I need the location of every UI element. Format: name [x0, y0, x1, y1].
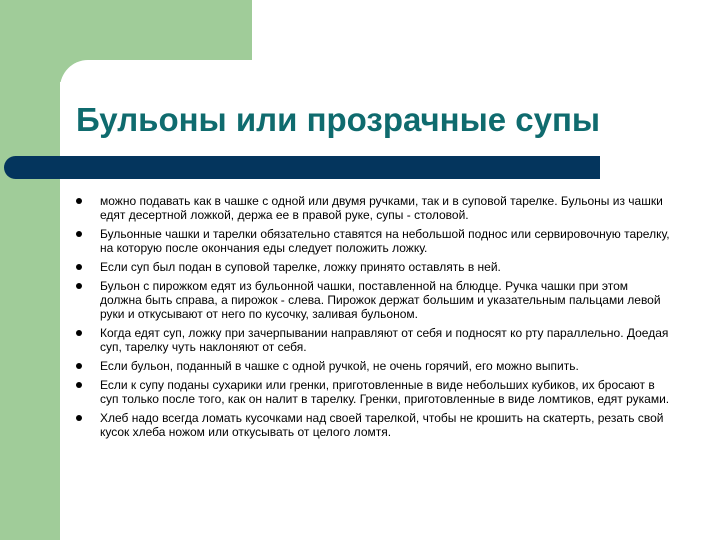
bullet-icon	[72, 260, 100, 270]
slide-title: Бульоны или прозрачные супы	[76, 101, 601, 138]
list-item	[72, 411, 672, 439]
list-item	[72, 194, 672, 222]
bullet-text: Бульон с пирожком едят из бульонной чашки, поставленной на блюдце. Ручка чашки при этом должна быть справа, а пирожок - слева. Пирожок держат большим и указательным пальцами левой руки и откусывают от него по кусочку, заливая бульоном.	[100, 279, 661, 321]
bullet-text: Когда едят суп, ложку при зачерпывании направляют от себя и подносят ко рту параллельно. Доедая суп, тарелку чуть наклоняют от себя.	[100, 326, 669, 354]
list-item	[72, 378, 672, 406]
bullet-text: Хлеб надо всегда ломать кусочками над своей тарелкой, чтобы не крошить на скатерть, резать свой кусок хлеба ножом или откусывать от целого ломтя.	[100, 411, 664, 439]
bullet-text: можно подавать как в чашке с одной или двумя ручками, так и в суповой тарелке. Бульоны из чашки едят десертной ложкой, держа ее в правой руке, супы - столовой.	[100, 194, 663, 222]
list-item	[72, 279, 672, 321]
bullet-text: Если суп был подан в суповой тарелке, ложку принято оставлять в ней.	[100, 260, 501, 274]
list-item	[72, 359, 672, 373]
bullet-icon	[72, 227, 100, 237]
bullet-text: Если к супу поданы сухарики или гренки, приготовленные в виде небольших кубиков, их бросают в суп только после того, как он налит в тарелку. Гренки, приготовленные в виде ломтиков, едят руками.	[100, 378, 670, 406]
bullet-text: Бульонные чашки и тарелки обязательно ставятся на небольшой поднос или сервировочную тарелку, на которую после окончания еды следует положить ложку.	[100, 227, 670, 255]
title-underline-bar	[4, 156, 600, 179]
bullet-list	[72, 194, 672, 444]
bullet-icon	[72, 378, 100, 388]
bullet-icon	[72, 359, 100, 369]
list-item	[72, 227, 672, 255]
bullet-icon	[72, 279, 100, 289]
list-item	[72, 260, 672, 274]
bullet-icon	[72, 411, 100, 421]
decor-green-stripe	[0, 0, 60, 540]
bullet-icon	[72, 194, 100, 204]
bullet-icon	[72, 326, 100, 336]
list-item	[72, 326, 672, 354]
bullet-text: Если бульон, поданный в чашке с одной ручкой, не очень горячий, его можно выпить.	[100, 359, 579, 373]
